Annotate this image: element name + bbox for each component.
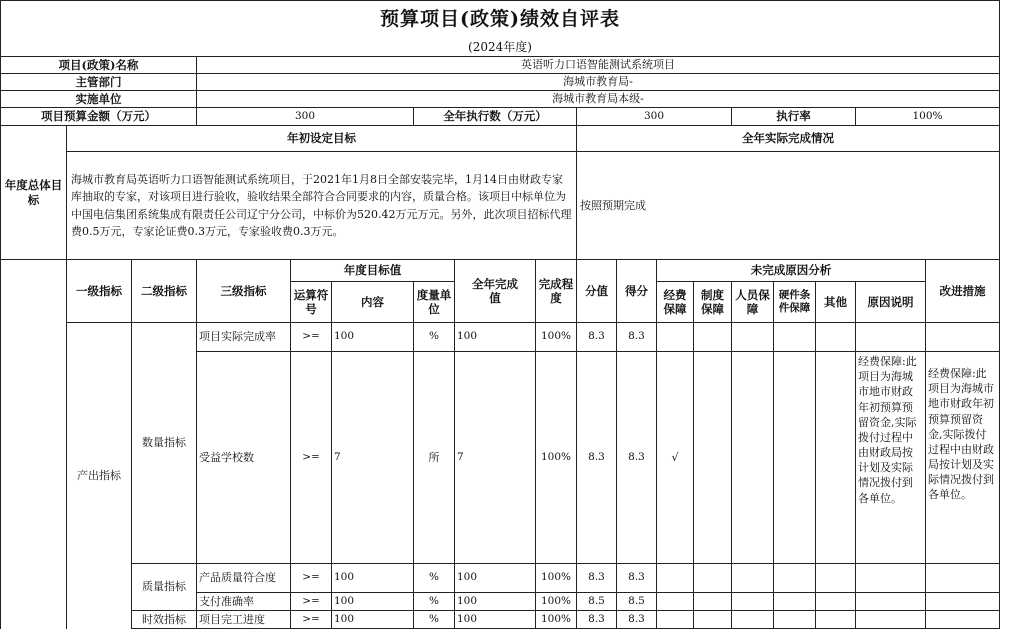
budget-value: 300 bbox=[197, 108, 414, 126]
row-value: 8.3 bbox=[577, 323, 617, 352]
row-operator: >= bbox=[291, 593, 332, 611]
row-hardware bbox=[774, 593, 816, 611]
exec-label: 全年执行数（万元） bbox=[414, 108, 577, 126]
initial-goal-text: 海城市教育局英语听力口语智能测试系统项目，于2021年1月8日全部安装完毕，1月14日由财政专家库抽取的专家，对该项目进行验收，验收结果全部符合合同要求的内容，质量合格。该项目中标单位为中国电信集团系统集成有限责任公司辽宁分公司，中标价为520.42万元万元。另外，此次项目招标代理费0.5万元，专家论证费0.3万元，专家验收费0.3万元。 bbox=[67, 152, 577, 260]
row-content: 100 bbox=[332, 593, 414, 611]
row-annual: 7 bbox=[455, 352, 536, 564]
row-improve bbox=[926, 593, 1000, 611]
row-unit: % bbox=[414, 564, 455, 593]
row-value: 8.5 bbox=[577, 593, 617, 611]
row-funding bbox=[657, 611, 694, 629]
row-other bbox=[816, 323, 856, 352]
header-funding: 经费保障 bbox=[657, 282, 694, 323]
row-name: 项目实际完成率 bbox=[197, 323, 291, 352]
level2-time: 时效指标 bbox=[132, 611, 197, 629]
row-score: 8.3 bbox=[617, 323, 657, 352]
header-reason-explain: 原因说明 bbox=[856, 282, 926, 323]
row-content: 100 bbox=[332, 564, 414, 593]
indicator-blank-cell bbox=[0, 260, 67, 629]
row-other bbox=[816, 564, 856, 593]
header-unit: 度量单位 bbox=[414, 282, 455, 323]
dept-label: 主管部门 bbox=[0, 74, 197, 91]
row-score: 8.3 bbox=[617, 611, 657, 629]
row-other bbox=[816, 593, 856, 611]
exec-value: 300 bbox=[577, 108, 732, 126]
level2-quality: 质量指标 bbox=[132, 564, 197, 611]
row-degree: 100% bbox=[536, 593, 577, 611]
row-score: 8.3 bbox=[617, 352, 657, 564]
sheet-title: 预算项目(政策)绩效自评表 bbox=[0, 0, 1000, 38]
row-name: 支付准确率 bbox=[197, 593, 291, 611]
header-annual: 全年完成值 bbox=[455, 260, 536, 323]
row-hardware bbox=[774, 564, 816, 593]
rate-label: 执行率 bbox=[732, 108, 856, 126]
row-operator: >= bbox=[291, 323, 332, 352]
row-hardware bbox=[774, 352, 816, 564]
header-reason-group: 未完成原因分析 bbox=[657, 260, 926, 282]
level1-output-label: 产出指标 bbox=[77, 469, 121, 483]
row-unit: % bbox=[414, 611, 455, 629]
header-staff: 人员保障 bbox=[732, 282, 774, 323]
row-unit: % bbox=[414, 593, 455, 611]
row-name: 项目完工进度 bbox=[197, 611, 291, 629]
row-degree: 100% bbox=[536, 564, 577, 593]
row-reason bbox=[856, 611, 926, 629]
header-hardware: 硬件条件保障 bbox=[774, 282, 816, 323]
project-name-label: 项目(政策)名称 bbox=[0, 57, 197, 74]
row-degree: 100% bbox=[536, 611, 577, 629]
row-system bbox=[694, 352, 732, 564]
row-annual: 100 bbox=[455, 593, 536, 611]
header-target-group: 年度目标值 bbox=[291, 260, 455, 282]
row-other bbox=[816, 352, 856, 564]
initial-goal-header: 年初设定目标 bbox=[67, 126, 577, 152]
row-unit: 所 bbox=[414, 352, 455, 564]
row-staff bbox=[732, 352, 774, 564]
annual-goal-label: 年度总体目标 bbox=[0, 126, 67, 260]
row-content: 100 bbox=[332, 323, 414, 352]
row-improve bbox=[926, 564, 1000, 593]
row-staff bbox=[732, 323, 774, 352]
header-operator: 运算符号 bbox=[291, 282, 332, 323]
row-funding bbox=[657, 593, 694, 611]
header-level2: 二级指标 bbox=[132, 260, 197, 323]
level2-quantity: 数量指标 bbox=[132, 323, 197, 564]
row-system bbox=[694, 564, 732, 593]
actual-goal-header: 全年实际完成情况 bbox=[577, 126, 1000, 152]
row-funding bbox=[657, 564, 694, 593]
header-system: 制度保障 bbox=[694, 282, 732, 323]
impl-label: 实施单位 bbox=[0, 91, 197, 108]
row-degree: 100% bbox=[536, 352, 577, 564]
rate-value: 100% bbox=[856, 108, 1000, 126]
level1-output bbox=[67, 323, 132, 629]
row-reason bbox=[856, 593, 926, 611]
header-degree: 完成程度 bbox=[536, 260, 577, 323]
row-improve bbox=[926, 323, 1000, 352]
row-funding bbox=[657, 323, 694, 352]
row-staff bbox=[732, 564, 774, 593]
row-hardware bbox=[774, 611, 816, 629]
row-hardware bbox=[774, 323, 816, 352]
row-score: 8.5 bbox=[617, 593, 657, 611]
row-name: 受益学校数 bbox=[197, 352, 291, 564]
row-reason: 经费保障:此项目为海城市地市财政年初预算预留资金,实际拨付过程中由财政局按计划及实际情况拨付到各单位。 bbox=[856, 352, 926, 564]
row-value: 8.3 bbox=[577, 564, 617, 593]
row-staff bbox=[732, 611, 774, 629]
header-level3: 三级指标 bbox=[197, 260, 291, 323]
dept-value: 海城市教育局- bbox=[197, 74, 1000, 91]
impl-value: 海城市教育局本级- bbox=[197, 91, 1000, 108]
header-score-value: 分值 bbox=[577, 260, 617, 323]
row-reason bbox=[856, 323, 926, 352]
row-annual: 100 bbox=[455, 323, 536, 352]
row-improve: 经费保障:此项目为海城市地市财政年初预算预留资金,实际拨付过程中由财政局按计划及实际情况拨付到各单位。 bbox=[926, 352, 1000, 564]
row-other bbox=[816, 611, 856, 629]
row-funding: √ bbox=[657, 352, 694, 564]
row-operator: >= bbox=[291, 352, 332, 564]
row-improve bbox=[926, 611, 1000, 629]
row-reason bbox=[856, 564, 926, 593]
row-system bbox=[694, 593, 732, 611]
row-system bbox=[694, 611, 732, 629]
header-improve: 改进措施 bbox=[926, 260, 1000, 323]
row-value: 8.3 bbox=[577, 352, 617, 564]
row-system bbox=[694, 323, 732, 352]
row-operator: >= bbox=[291, 564, 332, 593]
row-score: 8.3 bbox=[617, 564, 657, 593]
header-other: 其他 bbox=[816, 282, 856, 323]
row-name: 产品质量符合度 bbox=[197, 564, 291, 593]
header-score: 得分 bbox=[617, 260, 657, 323]
row-degree: 100% bbox=[536, 323, 577, 352]
actual-goal-text: 按照预期完成 bbox=[577, 152, 1000, 260]
row-staff bbox=[732, 593, 774, 611]
sheet-year: (2024年度) bbox=[0, 38, 1000, 57]
row-annual: 100 bbox=[455, 564, 536, 593]
project-name-value: 英语听力口语智能测试系统项目 bbox=[197, 57, 1000, 74]
row-value: 8.3 bbox=[577, 611, 617, 629]
header-content: 内容 bbox=[332, 282, 414, 323]
row-content: 7 bbox=[332, 352, 414, 564]
row-operator: >= bbox=[291, 611, 332, 629]
row-content: 100 bbox=[332, 611, 414, 629]
budget-label: 项目预算金额（万元） bbox=[0, 108, 197, 126]
row-annual: 100 bbox=[455, 611, 536, 629]
row-unit: % bbox=[414, 323, 455, 352]
header-level1: 一级指标 bbox=[67, 260, 132, 323]
